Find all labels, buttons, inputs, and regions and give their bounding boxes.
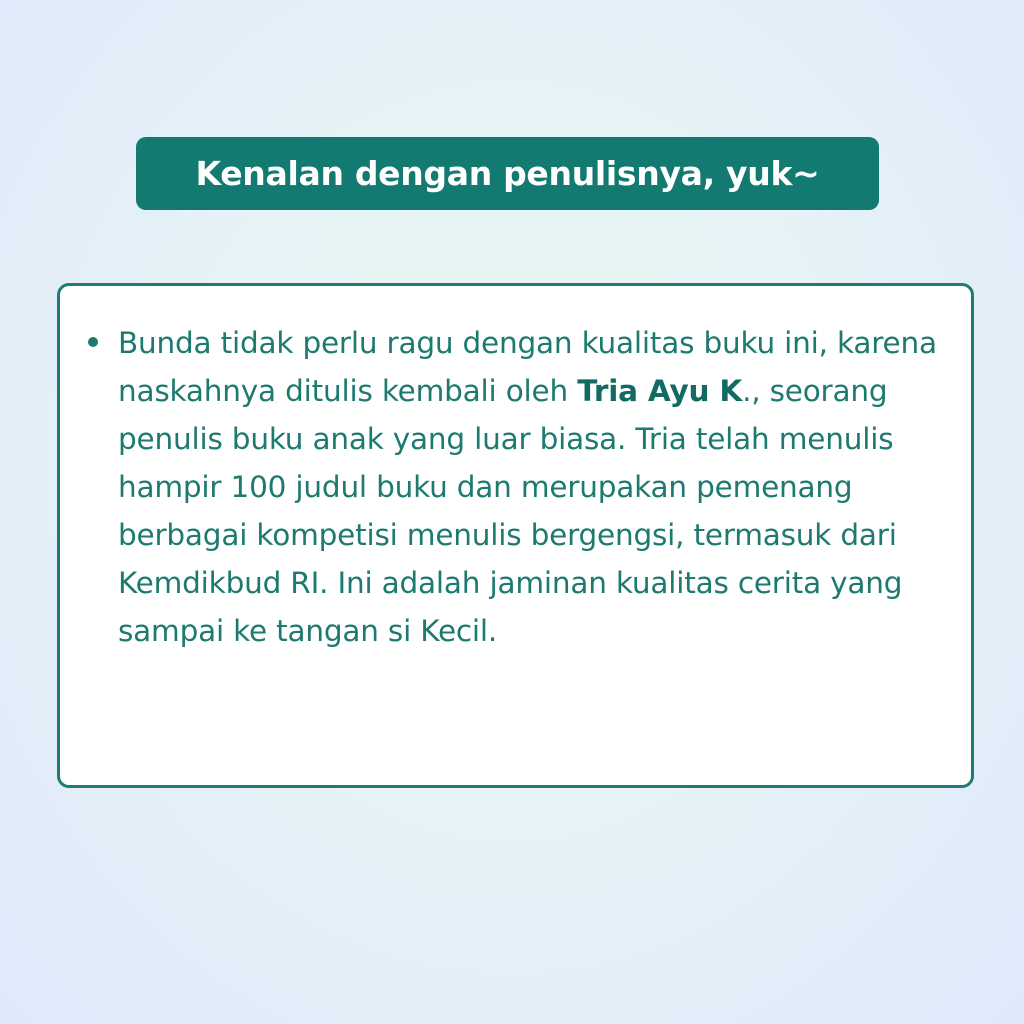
- page-title: Kenalan dengan penulisnya, yuk~: [195, 154, 820, 193]
- paragraph-text-before: Bunda tidak perlu ragu dengan kualitas buku ini, karena naskahnya ditulis kembali oleh: [118, 326, 937, 408]
- author-name: Tria Ayu K: [577, 374, 743, 408]
- paragraph-text-after: ., seorang penulis buku anak yang luar biasa. Tria telah menulis hampir 100 judul buku dan merupakan pemenang berbagai kompetisi menulis bergengsi, termasuk dari Kemdikbud RI. Ini adalah jaminan kualitas cerita yang sampai ke tangan si Kecil.: [118, 374, 903, 648]
- list-item: [118, 319, 948, 655]
- content-card: [57, 283, 974, 788]
- bullet-dot-icon: [88, 337, 98, 347]
- title-banner: [136, 137, 879, 210]
